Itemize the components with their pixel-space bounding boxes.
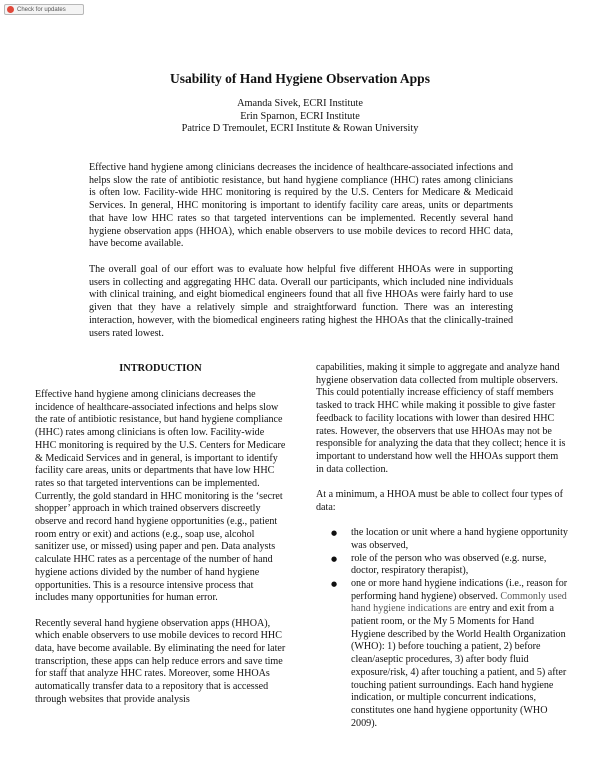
paper-title: Usability of Hand Hygiene Observation Apps: [170, 71, 430, 86]
author-list: [0, 98, 600, 136]
data-types-list: [316, 527, 568, 730]
abstract-paragraph-1: Effective hand hygiene among clinicians decreases the incidence of healthcare-associated infections and helps slow the rate of antibiotic resistance, but hand hygiene compliance (HHC) rates among clinicians is often low. Facility-wide HHC monitoring is required by the U.S. Centers for Medicare & Medicaid Services. In general, HHC monitoring is important to identify facility care areas, units or departments that have low HHC rates so that targeted interventions can be implemented. Recently several hand hygiene observation apps (HHOA), which enable observers to use mobile devices to record HHC data, have become available.: [89, 162, 513, 250]
author-2: Erin Sparnon, ECRI Institute: [240, 110, 360, 122]
badge-label: Check for updates: [17, 6, 66, 13]
bullet-3-text-a: one or more hand hygiene indications (i.e., reason for performing hand hygiene) observed.: [351, 577, 568, 602]
list-item: ● role of the person who was observed (e.g. nurse, doctor, respiratory therapist),: [351, 553, 568, 578]
intro-paragraph-1: Effective hand hygiene among clinicians decreases the incidence of healthcare-associated infections and helps slow the rate of antibiotic resistance, but hand hygiene compliance (HHC) rates among clinicians is often low. Facility-wide HHC monitoring is required by the U.S. Centers for Medicare & Medicaid Services and in general, is important to identify facility care areas, units or departments that have low HHC rates so that targeted interventions can be implemented. Currently, the gold standard in HHC monitoring is the ‘secret shopper’ approach in which trained observers discreetly observe and record hand hygiene opportunities (e.g., patient room entry or exit) and actions (e.g., soap use, alcohol sanitizer use, or missed) using paper and pen. Data analysts calculate HHC rates as a percentage of the number of hand hygiene actions divided by the number of hand hygiene opportunities. This is a resource intensive process that includes many opportunities for human error.: [35, 389, 286, 604]
check-for-updates-badge[interactable]: [4, 4, 84, 15]
author-3: Patrice D Tremoulet, ECRI Institute & Rowan University: [181, 123, 419, 134]
intro-paragraph-2: Recently several hand hygiene observation apps (HHOA), which enable observers to use mobile devices to record HHC data, have become available. By eliminating the need for later transcription, these apps can help reduce errors and save time for staff that analyze HHC rates. Moreover, some HHOAs automatically transfer data to a repository that is accessed through websites that provide analysis: [35, 617, 286, 705]
left-column: [35, 389, 286, 719]
intro-paragraph-4: At a minimum, a HHOA must be able to collect four types of data:: [316, 489, 563, 513]
author-1: Amanda Sivek, ECRI Institute: [237, 98, 363, 109]
list-item: ● the location or unit where a hand hygiene opportunity was observed,: [351, 527, 568, 552]
bullet-3-text-b: Commonly used hand hygiene indications are: [351, 590, 567, 615]
list-item: [351, 578, 568, 730]
right-column: [316, 362, 568, 730]
intro-paragraph-3: capabilities, making it simple to aggregate and analyze hand hygiene observation data collected from multiple observers. This could potentially increase efficiency of staff members tasked to track HHC while making it possible to give faster feedback to facility locations with lower than desired HHC rates. However, the observers that use HHOAs may not be responsible for analyzing the data that they collect; hence it is important to understand how well the HHOAs support them in data collection.: [316, 362, 566, 475]
check-for-updates-icon: [7, 6, 14, 13]
section-heading-introduction: INTRODUCTION: [119, 363, 202, 374]
bullet-3-text-c: entry and exit from a patient room, or the My 5 Moments for Hand Hygiene described by the World Health Organization (WHO): 1) before touching a patient, 2) before clean/aseptic procedures, 3) after body fluid exposure/risk, 4) after touching a patient, and 5) after touching patient surroundings. Each hand hygiene indication, or multiple concurrent indications, constitutes one hand hygiene opportunity (WHO 2009).: [351, 603, 567, 729]
abstract-paragraph-2: The overall goal of our effort was to evaluate how helpful five different HHOAs were in supporting users in collecting and aggregating HHC data. Overall our participants, which included nine individuals with clinical training, and eight biomedical engineers found that all five HHOAs were fairly hard to use given that they have a relatively simple and straightforward function. There was an interesting interaction, however, with the biomedical engineers rating highest the HHOAs that the clinically-trained users rated lowest.: [89, 264, 513, 339]
